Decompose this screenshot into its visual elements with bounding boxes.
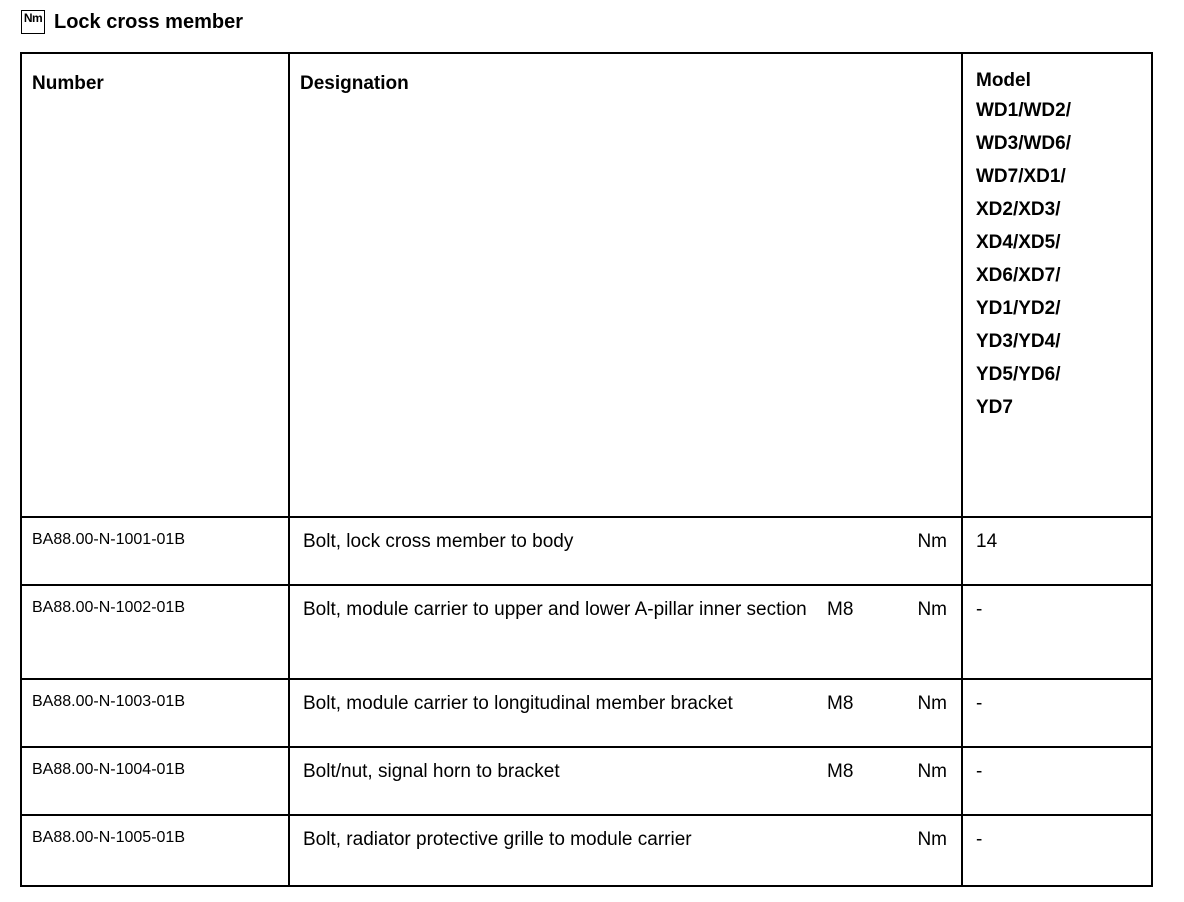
header-model-label: Model — [976, 70, 1031, 91]
row-number: BA88.00-N-1002-01B — [32, 599, 185, 616]
table-row — [21, 517, 1152, 585]
model-code-line: XD6/XD7/ — [976, 265, 1061, 286]
row-unit: Nm — [917, 531, 947, 552]
row-torque-value: - — [976, 761, 983, 782]
row-number: BA88.00-N-1003-01B — [32, 693, 185, 710]
table-row — [21, 585, 1152, 679]
row-designation: Bolt, radiator protective grille to module carrier — [303, 829, 692, 850]
row-number: BA88.00-N-1004-01B — [32, 761, 185, 778]
model-code-line: XD4/XD5/ — [976, 232, 1061, 253]
row-designation: Bolt, module carrier to upper and lower A-pillar inner section — [303, 599, 807, 620]
model-code-line: WD1/WD2/ — [976, 100, 1071, 121]
row-torque-value: - — [976, 829, 983, 850]
header-designation: Designation — [300, 73, 409, 94]
row-designation: Bolt/nut, signal horn to bracket — [303, 761, 560, 782]
model-code-line: WD3/WD6/ — [976, 133, 1071, 154]
row-unit: Nm — [917, 761, 947, 782]
table-row — [21, 747, 1152, 815]
model-code-line: XD2/XD3/ — [976, 199, 1061, 220]
header-number-cell — [21, 53, 289, 517]
model-code-line: YD7 — [976, 397, 1013, 418]
row-thread-size: M8 — [827, 693, 854, 714]
row-designation: Bolt, module carrier to longitudinal member bracket — [303, 693, 733, 714]
table-header-row — [21, 53, 1152, 517]
section-title: Lock cross member — [54, 10, 243, 33]
row-unit: Nm — [917, 829, 947, 850]
row-unit: Nm — [917, 693, 947, 714]
row-torque-value: - — [976, 599, 983, 620]
row-torque-value: - — [976, 693, 983, 714]
row-thread-size: M8 — [827, 761, 854, 782]
row-number: BA88.00-N-1001-01B — [32, 531, 185, 548]
table-row — [21, 815, 1152, 886]
model-code-line: YD5/YD6/ — [976, 364, 1061, 385]
row-thread-size: M8 — [827, 599, 854, 620]
row-designation: Bolt, lock cross member to body — [303, 531, 574, 552]
model-code-line: YD3/YD4/ — [976, 331, 1061, 352]
row-unit: Nm — [917, 599, 947, 620]
header-number: Number — [32, 73, 104, 94]
header-designation-cell — [289, 53, 962, 517]
model-code-line: WD7/XD1/ — [976, 166, 1066, 187]
model-code-line: YD1/YD2/ — [976, 298, 1061, 319]
row-torque-value: 14 — [976, 531, 998, 552]
header-model-cell — [962, 53, 1152, 517]
torque-spec-table — [20, 52, 1153, 887]
torque-nm-icon: Nm — [21, 10, 45, 34]
table-row — [21, 679, 1152, 747]
row-number: BA88.00-N-1005-01B — [32, 829, 185, 846]
section-header — [21, 8, 243, 36]
